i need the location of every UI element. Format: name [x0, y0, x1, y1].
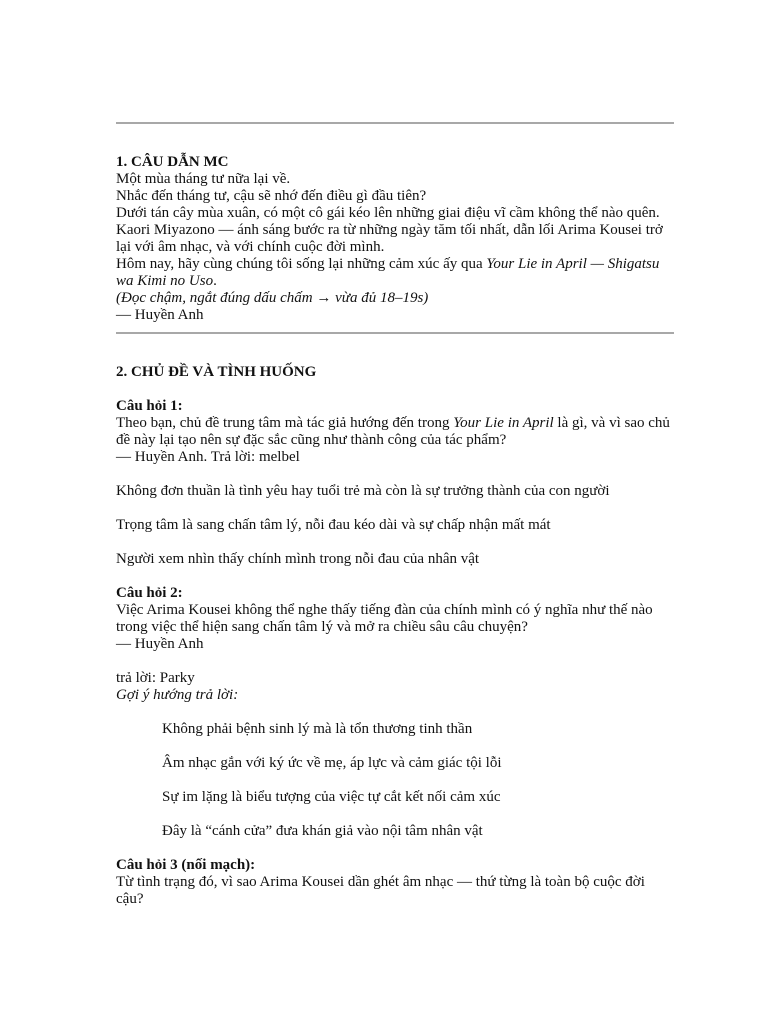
answerer-line: trả lời: Parky	[116, 670, 195, 686]
paragraph: Dưới tán cây mùa xuân, có một cô gái kéo lên những giai điệu vĩ cầm không thể nào quên.	[116, 205, 660, 221]
answer-item: Không đơn thuần là tình yêu hay tuổi trẻ mà còn là sự trưởng thành của con người	[116, 483, 610, 499]
question-label: Câu hỏi 2:	[116, 585, 183, 601]
section-heading: 2. CHỦ ĐỀ VÀ TÌNH HUỐNG	[116, 364, 317, 380]
document-content	[116, 122, 674, 908]
answer-item: Trọng tâm là sang chấn tâm lý, nỗi đau kéo dài và sự chấp nhận mất mát	[116, 517, 551, 533]
hint-item: Âm nhạc gắn với ký ức về mẹ, áp lực và cảm giác tội lỗi	[162, 755, 502, 771]
question-label: Câu hỏi 1:	[116, 398, 183, 414]
question-text-part: Theo bạn, chủ đề trung tâm mà tác giả hướng đến trong	[116, 415, 454, 431]
hint-item: Không phải bệnh sinh lý mà là tổn thương tinh thần	[162, 721, 473, 737]
question-3	[116, 857, 674, 908]
section-intro	[116, 154, 674, 324]
section-divider	[116, 332, 674, 334]
question-1	[116, 398, 674, 568]
paragraph: Một mùa tháng tư nữa lại về.	[116, 171, 291, 187]
work-title: Your Lie in April — Shigatsu wa Kimi no Uso	[116, 256, 660, 289]
question-2	[116, 585, 674, 840]
question-text-part: là gì, và vì sao chủ đề này lại tạo nên sự đặc sắc cũng như thành công của tác phẩm?	[116, 415, 670, 448]
answer-item: Người xem nhìn thấy chính mình trong nỗi đau của nhân vật	[116, 551, 480, 567]
section-heading: 1. CÂU DẪN MC	[116, 154, 229, 170]
question-text	[116, 415, 674, 449]
section-topic	[116, 364, 674, 908]
paragraph: Kaori Miyazono — ánh sáng bước ra từ những ngày tăm tối nhất, dẫn lối Arima Kousei trở lại với âm nhạc, và với chính cuộc đời mình.	[116, 222, 663, 255]
hint-item: Đây là “cánh cửa” đưa khán giả vào nội tâm nhân vật	[162, 823, 483, 839]
paragraph	[116, 256, 674, 290]
question-text: Việc Arima Kousei không thể nghe thấy tiếng đàn của chính mình có ý nghĩa như thế nào trong việc thể hiện sang chấn tâm lý và mở ra chiều sâu câu chuyện?	[116, 602, 653, 635]
work-title: Your Lie in April	[453, 415, 554, 431]
top-divider	[116, 122, 674, 124]
paragraph-text: Hôm nay, hãy cùng chúng tôi sống lại những cảm xúc ấy qua	[116, 256, 487, 272]
hint-label: Gợi ý hướng trả lời:	[116, 687, 239, 703]
reading-note: (Đọc chậm, ngắt đúng dấu chấm → vừa đủ 18–19s)	[116, 290, 429, 306]
author-signature: — Huyền Anh	[116, 307, 204, 323]
question-label: Câu hỏi 3 (nối mạch):	[116, 857, 256, 873]
question-text: Từ tình trạng đó, vì sao Arima Kousei dần ghét âm nhạc — thứ từng là toàn bộ cuộc đời cậu?	[116, 874, 645, 907]
author-line: — Huyền Anh. Trả lời: melbel	[116, 449, 300, 465]
paragraph: Nhắc đến tháng tư, cậu sẽ nhớ đến điều gì đầu tiên?	[116, 188, 427, 204]
paragraph-text: .	[213, 273, 217, 289]
author-line: — Huyền Anh	[116, 636, 204, 652]
hint-item: Sự im lặng là biểu tượng của việc tự cắt kết nối cảm xúc	[162, 789, 501, 805]
